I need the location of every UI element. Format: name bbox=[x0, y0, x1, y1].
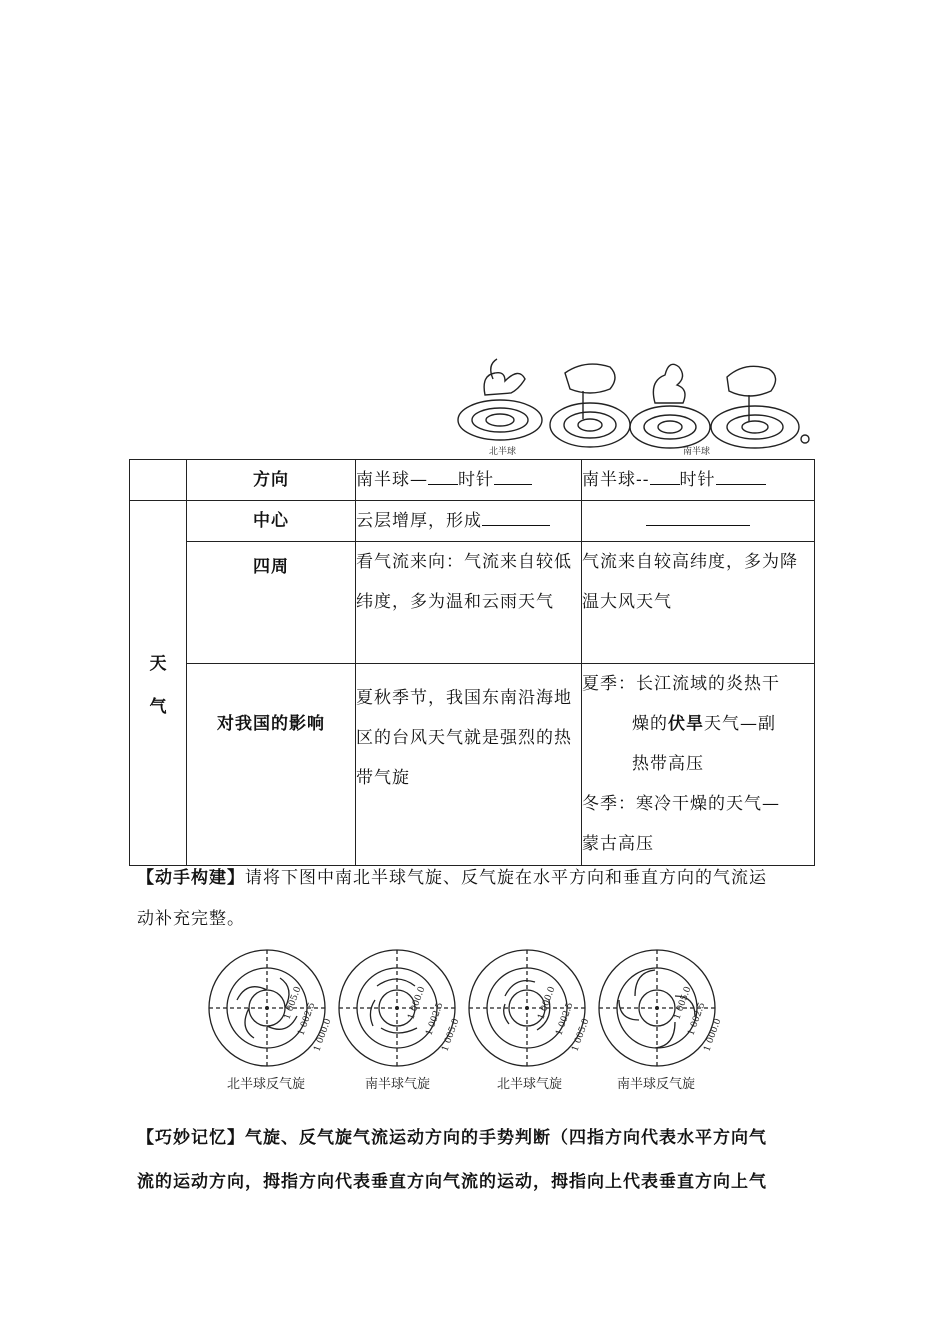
summer-line-3: 热带高压 bbox=[632, 754, 704, 774]
isobar-label: 1 000.0 bbox=[312, 1017, 334, 1054]
diagram-label-sh-cyclone: 南半球气旋 bbox=[365, 1077, 431, 1092]
table-row-surroundings bbox=[130, 542, 815, 664]
winter-line-2: 蒙古高压 bbox=[582, 834, 654, 854]
fill-blank[interactable] bbox=[646, 507, 750, 526]
cyclone-direction-prefix: 南半球— bbox=[356, 470, 428, 490]
hand-gesture-illustration bbox=[455, 355, 820, 458]
side-label-char: 气 bbox=[149, 697, 167, 717]
diagram-label-nh-anticyclone: 北半球反气旋 bbox=[227, 1077, 306, 1092]
anticyclone-direction-cell bbox=[582, 460, 815, 501]
build-line-1 bbox=[137, 860, 817, 897]
side-label-char: 天 bbox=[149, 654, 167, 674]
row-label-surroundings: 四周 bbox=[187, 542, 356, 664]
fill-blank[interactable] bbox=[428, 466, 458, 485]
isobar-label: 1 005.0 bbox=[282, 985, 304, 1022]
anticyclone-direction-suffix: 时针 bbox=[679, 470, 716, 490]
isobar-label: 1 000.0 bbox=[702, 1017, 724, 1054]
isobar-label: 1 005.0 bbox=[570, 1017, 592, 1054]
pressure-system-diagrams bbox=[205, 940, 725, 1095]
anticyclone-impact-cell bbox=[582, 664, 815, 866]
illustration-label-north: 北半球 bbox=[489, 447, 517, 457]
diagram-label-sh-anticyclone: 南半球反气旋 bbox=[617, 1077, 696, 1092]
summer-line-1: 夏季：长江流域的炎热干 bbox=[582, 674, 780, 694]
cyclone-direction-suffix: 时针 bbox=[458, 470, 494, 490]
cyclone-center-text: 云层增厚，形成 bbox=[356, 511, 482, 531]
diagram-label-nh-cyclone: 北半球气旋 bbox=[497, 1077, 563, 1092]
memory-paragraph bbox=[137, 1116, 817, 1204]
build-line-2: 动补充完整。 bbox=[137, 909, 245, 929]
isobar-label: 1 002.5 bbox=[424, 1001, 446, 1038]
table-row-center bbox=[130, 501, 815, 542]
isobar-label: 1 005.0 bbox=[672, 985, 694, 1022]
memory-line-1: 【巧妙记忆】气旋、反气旋气流运动方向的手势判断（四指方向代表水平方向气 bbox=[137, 1128, 767, 1148]
fill-blank[interactable] bbox=[494, 466, 532, 485]
build-paragraph bbox=[137, 860, 817, 938]
anticyclone-surroundings-cell: 气流来自较高纬度，多为降温大风天气 bbox=[582, 542, 815, 664]
isobar-label: 1 000.0 bbox=[406, 985, 428, 1022]
row-label-impact: 对我国的影响 bbox=[187, 664, 356, 866]
empty-cell bbox=[130, 460, 187, 501]
cyclone-impact-cell: 夏秋季节，我国东南沿海地区的台风天气就是强烈的热带气旋 bbox=[356, 664, 582, 866]
isobar-label: 1 005.0 bbox=[440, 1017, 462, 1054]
isobar-label: 1 002.5 bbox=[686, 1001, 708, 1038]
fill-blank[interactable] bbox=[650, 466, 680, 485]
cyclone-surroundings-cell: 看气流来向：气流来自较低纬度，多为温和云雨天气 bbox=[356, 542, 582, 664]
winter-line-1: 冬季：寒冷干燥的天气— bbox=[582, 794, 780, 814]
table-row-impact bbox=[130, 664, 815, 866]
isobar-label: 1 002.5 bbox=[296, 1001, 318, 1038]
summer-text-c: 天气—副 bbox=[704, 714, 776, 734]
cyclone-direction-cell bbox=[356, 460, 582, 501]
row-label-direction: 方向 bbox=[187, 460, 356, 501]
anticyclone-center-cell bbox=[582, 501, 815, 542]
anticyclone-direction-prefix: 南半球-- bbox=[582, 470, 650, 490]
isobar-label: 1 000.0 bbox=[536, 985, 558, 1022]
summer-text-bold: 伏旱 bbox=[668, 714, 704, 734]
build-tag: 【动手构建】 bbox=[137, 868, 245, 888]
side-label-weather bbox=[130, 501, 187, 866]
fill-blank[interactable] bbox=[482, 507, 550, 526]
summer-text-a: 燥的 bbox=[632, 714, 668, 734]
fill-blank[interactable] bbox=[716, 466, 766, 485]
summer-line-2 bbox=[582, 704, 814, 744]
row-label-center: 中心 bbox=[187, 501, 356, 542]
weather-table bbox=[129, 459, 815, 866]
build-text-1: 请将下图中南北半球气旋、反气旋在水平方向和垂直方向的气流运 bbox=[245, 868, 767, 888]
memory-line-2: 流的运动方向，拇指方向代表垂直方向气流的运动，拇指向上代表垂直方向上气 bbox=[137, 1172, 767, 1192]
isobar-label: 1 002.5 bbox=[554, 1001, 576, 1038]
cyclone-center-cell bbox=[356, 501, 582, 542]
illustration-label-south: 南半球 bbox=[683, 447, 711, 457]
table-row-direction bbox=[130, 460, 815, 501]
